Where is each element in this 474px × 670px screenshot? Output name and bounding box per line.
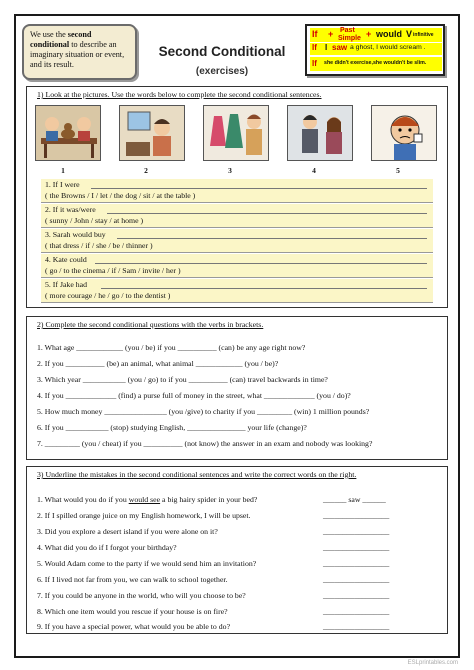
mistake-sentence: 6. If I lived not far from you, we can walk to school together. — [37, 575, 228, 584]
correction-blank[interactable]: _________________ — [323, 527, 390, 536]
formula-line-2 — [310, 43, 442, 55]
picture-row — [35, 105, 439, 163]
formula-box — [305, 24, 445, 76]
answer-line[interactable] — [95, 263, 427, 264]
correction-blank[interactable]: _________________ — [323, 607, 390, 616]
answer-line[interactable] — [117, 238, 427, 239]
question-item: 7. _________ (you / cheat) if you __________ (not know) the answer in an exam and nobody was looking? — [37, 439, 373, 448]
exercise-1 — [26, 86, 448, 308]
answer-line[interactable] — [101, 288, 427, 289]
picture-number: 3 — [228, 166, 232, 175]
mistake-sentence: 9. If you have a special power, what would you be able to do? — [37, 622, 231, 631]
note-text-end: to describe an imaginary situation or event, and its result. — [30, 39, 125, 69]
correction-blank[interactable]: _________________ — [323, 511, 390, 520]
correction-answer: ______ saw ______ — [323, 495, 386, 504]
picture-couple-cinema — [287, 105, 353, 161]
formula-infinitive: infinitive — [413, 32, 434, 38]
example2-rest: she didn't exercise,she wouldn't be slim. — [324, 60, 427, 66]
sentence-start: 1. If I were — [45, 180, 80, 189]
mistake-sentence: 8. Which one item would you rescue if your house is on fire? — [37, 607, 228, 616]
sentence-start: 2. If it was/were — [45, 205, 96, 214]
exercise-2-header: 2) Complete the second conditional questions with the verbs in brackets. — [37, 320, 264, 329]
picture-number: 4 — [312, 166, 316, 175]
note-bold: second conditional — [30, 30, 92, 49]
formula-simple: Simple — [338, 35, 361, 42]
formula-past: Past — [340, 27, 355, 34]
formula-would: would — [376, 29, 402, 39]
example-rest: a ghost, I would scream . — [350, 44, 426, 51]
word-cues: ( that dress / if / she / be / thinner ) — [45, 241, 153, 250]
correction-blank[interactable]: _________________ — [323, 575, 390, 584]
footer-watermark: ESLprintables.com — [407, 660, 458, 666]
mistake-sentence: 5. Would Adam come to the party if we would send him an invitation? — [37, 559, 257, 568]
word-cues: ( more courage / he / go / to the dentist ) — [45, 291, 171, 300]
sentence-band — [41, 204, 433, 228]
sentence-start: 4. Kate could — [45, 255, 87, 264]
question-item: 4. If you _____________ (find) a purse full of money in the street, what _____________ (you / do)? — [37, 391, 351, 400]
example-if: If — [312, 43, 317, 52]
note-text: We use the — [30, 30, 68, 39]
page-title: Second Conditional — [158, 44, 286, 59]
sentence-part: a big hairy spider in your bed? — [160, 495, 258, 504]
formula-plus-2: + — [366, 29, 372, 39]
exercise-3-header: 3) Underline the mistakes in the second conditional sentences and write the correct words on the right. — [37, 470, 357, 479]
correction-blank[interactable]: _________________ — [323, 591, 390, 600]
mistake-sentence — [37, 495, 257, 504]
question-item: 2. If you __________ (be) an animal, what animal ____________ (you / be)? — [37, 359, 279, 368]
formula-line-1 — [310, 28, 442, 42]
sentence-band — [41, 254, 433, 278]
mistake-sentence: 3. Did you explore a desert island if you were alone on it? — [37, 527, 218, 536]
definition-note — [22, 24, 137, 80]
mistake-sentence: 7. If you could be anyone in the world, who will you choose to be? — [37, 591, 246, 600]
question-item: 1. What age ____________ (you / be) if you __________ (can) be any age right now? — [37, 343, 306, 352]
correction-blank[interactable]: _________________ — [323, 559, 390, 568]
picture-number: 5 — [396, 166, 400, 175]
picture-rainy-day — [119, 105, 185, 161]
answer-line[interactable] — [107, 213, 427, 214]
sentence-start: 5. If Jake had — [45, 280, 87, 289]
picture-dress-shop — [203, 105, 269, 161]
formula-line-3 — [310, 57, 442, 71]
page-subtitle: (exercises) — [195, 66, 249, 77]
mistake-sentence: 4. What did you do if I forgot your birthday? — [37, 543, 177, 552]
sentence-part: 1. What would you do if you — [37, 495, 129, 504]
picture-number: 2 — [144, 166, 148, 175]
example2-if: If — [312, 59, 317, 68]
exercise-3 — [26, 466, 448, 634]
question-item: 6. If you ___________ (stop) studying English, _______________ your life (change)? — [37, 423, 307, 432]
word-cues: ( go / to the cinema / if / Sam / invite / her ) — [45, 266, 181, 275]
exercise-2 — [26, 316, 448, 460]
question-item: 3. Which year ___________ (you / go) to if you __________ (can) travel backwards in time? — [37, 375, 328, 384]
answer-line[interactable] — [91, 188, 427, 189]
sentence-start: 3. Sarah would buy — [45, 230, 106, 239]
mistake-sentence: 2. If I spilled orange juice on my English homework, I will be upset. — [37, 511, 251, 520]
picture-family-dog — [35, 105, 101, 161]
question-item: 5. How much money ________________ (you /give) to charity if you _________ (win) 1 million pounds? — [37, 407, 370, 416]
formula-plus: + — [328, 29, 334, 39]
underlined-mistake: would see — [128, 495, 161, 504]
picture-toothache — [371, 105, 437, 161]
sentence-band — [41, 179, 433, 203]
formula-if: If — [312, 29, 318, 39]
picture-number: 1 — [61, 166, 65, 175]
correction-blank[interactable]: _________________ — [323, 543, 390, 552]
exercise-1-header: 1) Look at the pictures. Use the words below to complete the second conditional sentences. — [37, 90, 322, 99]
word-cues: ( sunny / John / stay / at home ) — [45, 216, 144, 225]
formula-v: V — [406, 29, 413, 39]
correction-blank[interactable]: _________________ — [323, 622, 390, 631]
example-saw: saw — [332, 43, 348, 52]
sentence-band — [41, 279, 433, 303]
word-cues: ( the Browns / I / let / the dog / sit / at the table ) — [45, 191, 196, 200]
sentence-band — [41, 229, 433, 253]
example-i: I — [325, 43, 328, 52]
